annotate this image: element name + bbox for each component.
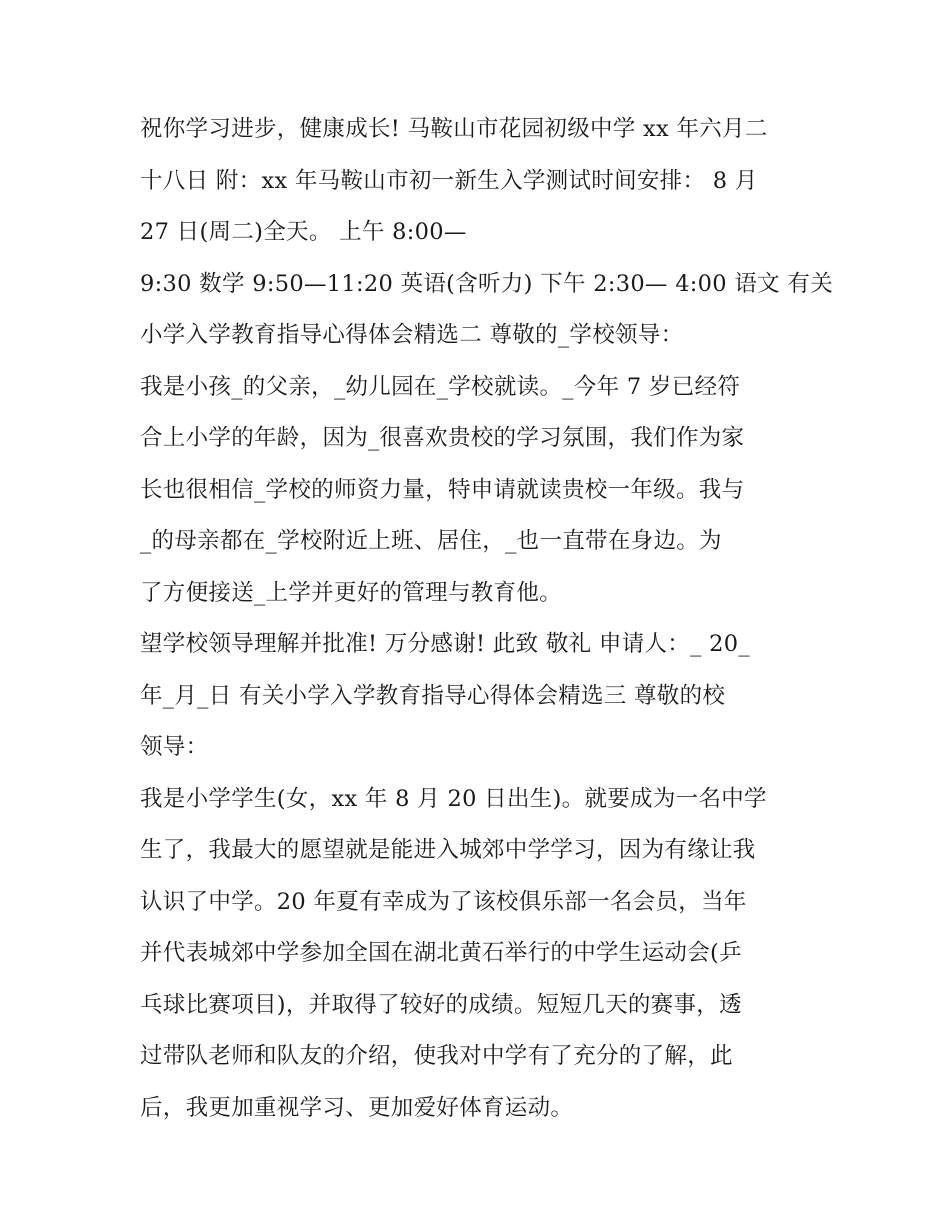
text-line: 认识了中学。20 年夏有幸成为了该校俱乐部一名会员，当年 <box>140 888 747 915</box>
text-line: 祝你学习进步，健康成长! 马鞍山市花园初级中学 xx 年六月二 <box>140 116 768 142</box>
text-line: _的母亲都在_学校附近上班、居住，_也一直带在身边。为 <box>140 528 722 554</box>
text-line: 9:30 数学 9:50—11:20 英语(含听力) 下午 2:30— 4:00 语文 有关 <box>140 270 834 297</box>
text-line: 过带队老师和队友的介绍，使我对中学有了充分的了解，此 <box>140 1043 733 1069</box>
text-line: 我是小学学生(女，xx 年 8 月 20 日出生)。就要成为一名中学 <box>140 785 767 812</box>
text-line: 生了，我最大的愿望就是能进入城郊中学学习，因为有缘让我 <box>140 837 756 863</box>
text-line: 乓球比赛项目)，并取得了较好的成绩。短短几天的赛事，透 <box>140 991 742 1018</box>
document-body <box>140 104 834 1134</box>
text-line: 年_月_日 有关小学入学教育指导心得体会精选三 尊敬的校 <box>140 682 726 709</box>
text-line: 27 日(周二)全天。 上午 8:00— <box>140 219 467 245</box>
text-line: 长也很相信_学校的师资力量，特申请就读贵校一年级。我与 <box>140 476 745 503</box>
text-line: 望学校领导理解并批准! 万分感谢! 此致 敬礼 申请人：_ 20_ <box>140 631 750 657</box>
text-line: 了方便接送_上学并更好的管理与教育他。 <box>140 579 562 606</box>
text-line: 小学入学教育指导心得体会精选二 尊敬的_学校领导： <box>140 322 684 348</box>
text-line: 我是小孩_的父亲，_幼儿园在_学校就读。_今年 7 岁已经符 <box>140 373 741 400</box>
text-line: 领导： <box>140 734 209 760</box>
text-line: 并代表城郊中学参加全国在湖北黄石举行的中学生运动会(乒 <box>140 940 742 966</box>
text-line: 十八日 附：xx 年马鞍山市初一新生入学测试时间安排： 8 月 <box>140 167 758 194</box>
text-line: 后，我更加重视学习、更加爱好体育运动。 <box>140 1094 574 1121</box>
text-line: 合上小学的年龄，因为_很喜欢贵校的学习氛围，我们作为家 <box>140 425 745 451</box>
